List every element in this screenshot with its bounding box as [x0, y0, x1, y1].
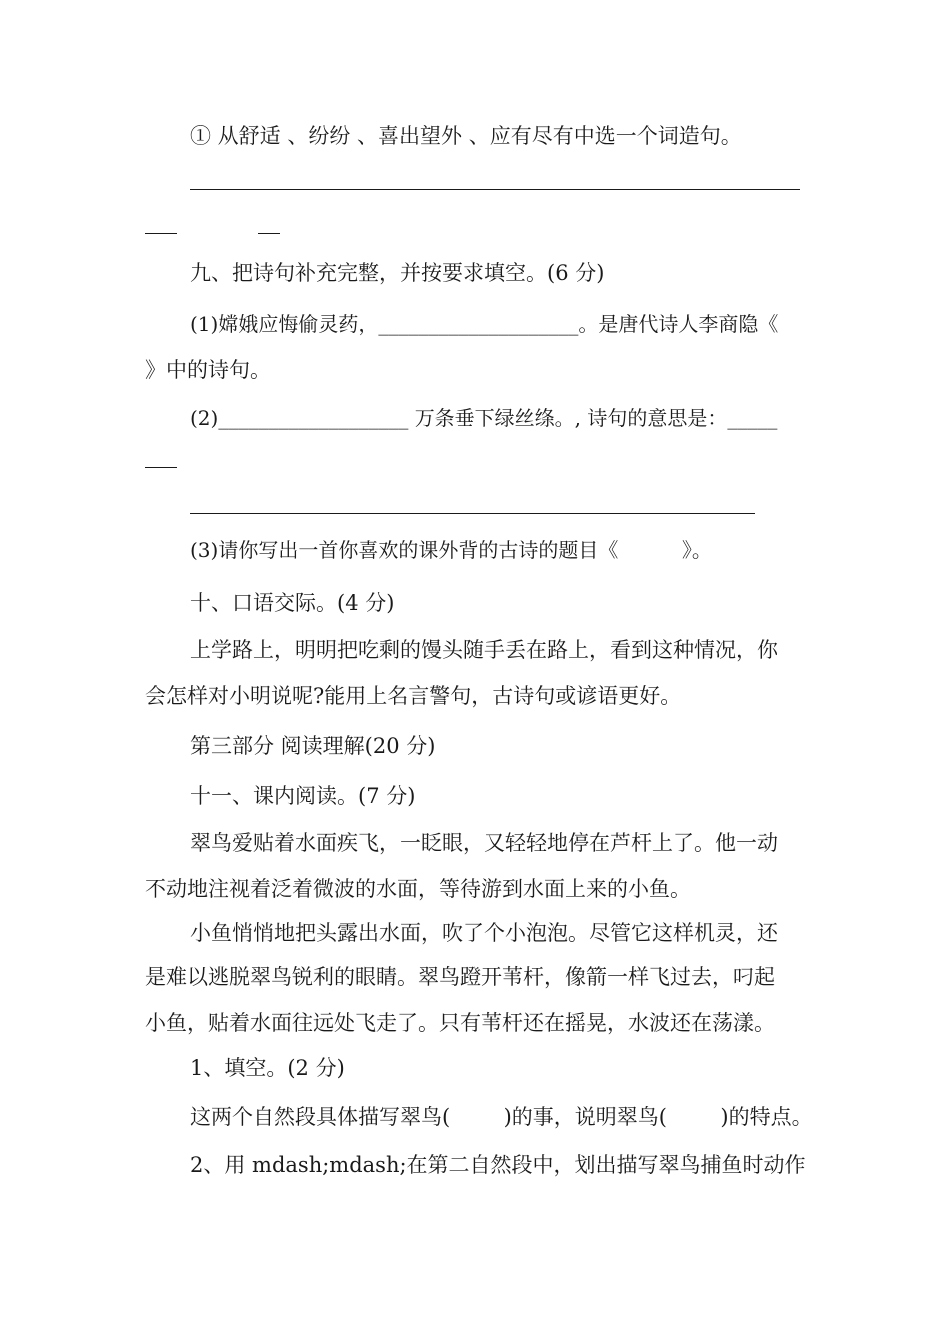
answer-line [190, 513, 755, 514]
q8-sentence-prompt: ① 从舒适 、纷纷 、喜出望外 、应有尽有中选一个词造句。 [190, 124, 742, 148]
answer-line [145, 233, 177, 234]
passage-line-2: 不动地注视着泛着微波的水面，等待游到水面上来的小鱼。 [145, 877, 691, 901]
poem-question-2: (2)___________________ 万条垂下绿丝绦。, 诗句的意思是：_____ [190, 406, 778, 430]
question-2-text: 2、用 mdash;mdash;在第二自然段中，划出描写翠鸟捕鱼时动作 [190, 1153, 806, 1177]
section-10-heading: 十、口语交际。(4 分) [190, 591, 395, 615]
answer-line [145, 467, 177, 468]
question-1-heading: 1、填空。(2 分) [190, 1056, 345, 1080]
poem-question-1: (1)嫦娥应悔偷灵药，____________________。是唐代诗人李商隐《 [190, 312, 779, 336]
passage-line-5: 小鱼，贴着水面往远处飞走了。只有苇杆还在摇晃，水波还在荡漾。 [145, 1011, 775, 1035]
oral-prompt-line-1: 上学路上，明明把吃剩的馒头随手丢在路上，看到这种情况，你 [190, 638, 778, 662]
passage-line-3: 小鱼悄悄地把头露出水面，吹了个小泡泡。尽管它这样机灵，还 [190, 921, 778, 945]
poem-question-1-cont: 》中的诗句。 [145, 358, 271, 382]
answer-line [190, 189, 800, 190]
question-1-text: 这两个自然段具体描写翠鸟( )的事，说明翠鸟( )的特点。 [190, 1105, 813, 1129]
section-11-heading: 十一、课内阅读。(7 分) [190, 784, 416, 808]
section-9-heading: 九、把诗句补充完整，并按要求填空。(6 分) [190, 261, 605, 285]
oral-prompt-line-2: 会怎样对小明说呢?能用上名言警句，古诗句或谚语更好。 [145, 684, 682, 708]
passage-line-1: 翠鸟爱贴着水面疾飞，一眨眼，又轻轻地停在芦杆上了。他一动 [190, 831, 778, 855]
part-3-heading: 第三部分 阅读理解(20 分) [190, 734, 436, 758]
answer-line [258, 233, 280, 234]
poem-question-3: (3)请你写出一首你喜欢的课外背的古诗的题目《 》。 [190, 538, 712, 562]
passage-line-4: 是难以逃脱翠鸟锐利的眼睛。翠鸟蹬开苇杆，像箭一样飞过去，叼起 [145, 965, 775, 989]
